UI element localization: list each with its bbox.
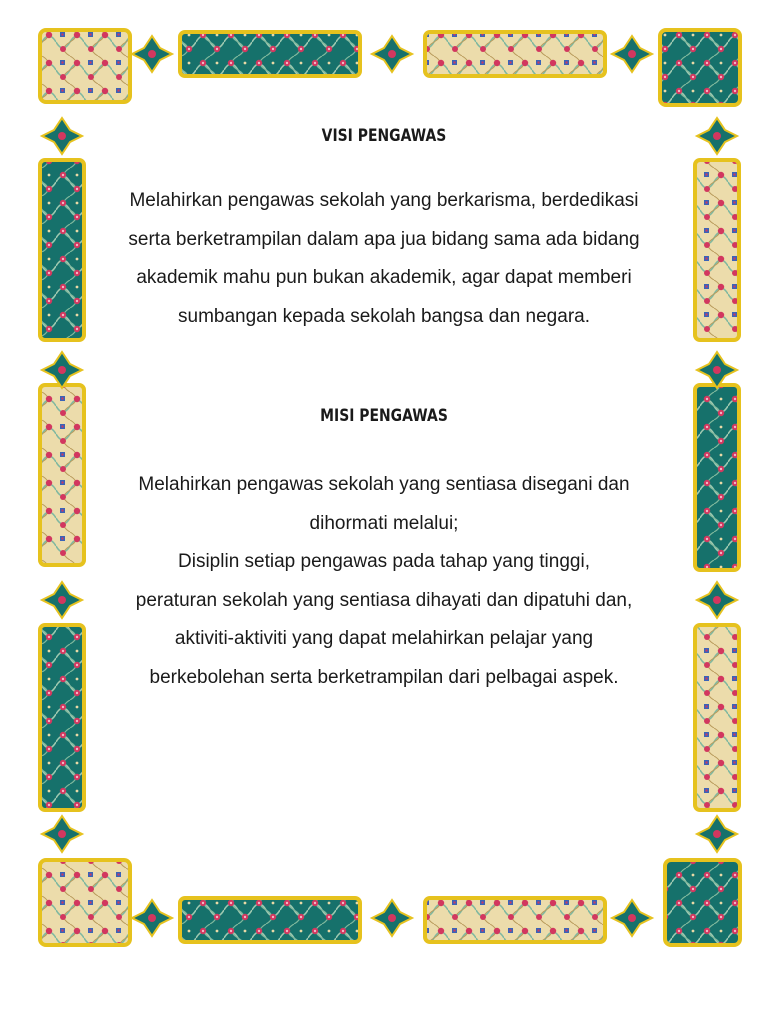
misi-line: Melahirkan pengawas sekolah yang sentiasa disegani dan xyxy=(138,474,630,495)
misi-paragraph xyxy=(90,466,678,697)
misi-line: berkebolehan serta berketrampilan dari pelbagai aspek. xyxy=(149,666,619,688)
border-left xyxy=(40,118,84,852)
misi-line: peraturan sekolah yang sentiasa dihayati dan dipatuhi dan, xyxy=(135,589,633,611)
misi-line: dihormati melalui; xyxy=(309,512,459,534)
visi-line: sumbangan kepada sekolah bangsa dan negara. xyxy=(178,305,590,327)
misi-line: aktiviti-aktiviti yang dapat melahirkan pelajar yang xyxy=(174,628,594,649)
border-right xyxy=(695,118,739,852)
visi-line: Melahirkan pengawas sekolah yang berkarisma, berdedikasi xyxy=(129,190,639,211)
border-bottom xyxy=(40,860,740,945)
document-content xyxy=(90,110,678,697)
visi-heading: VISI PENGAWAS xyxy=(321,126,447,146)
visi-line: akademik mahu pun bukan akademik, agar dapat memberi xyxy=(136,267,632,288)
visi-line: serta berketrampilan dalam apa jua bidang sama ada bidang xyxy=(128,228,640,250)
misi-heading: MISI PENGAWAS xyxy=(320,406,448,426)
misi-line: Disiplin setiap pengawas pada tahap yang tinggi, xyxy=(178,551,590,572)
border-top xyxy=(40,30,740,105)
visi-paragraph xyxy=(90,182,678,336)
